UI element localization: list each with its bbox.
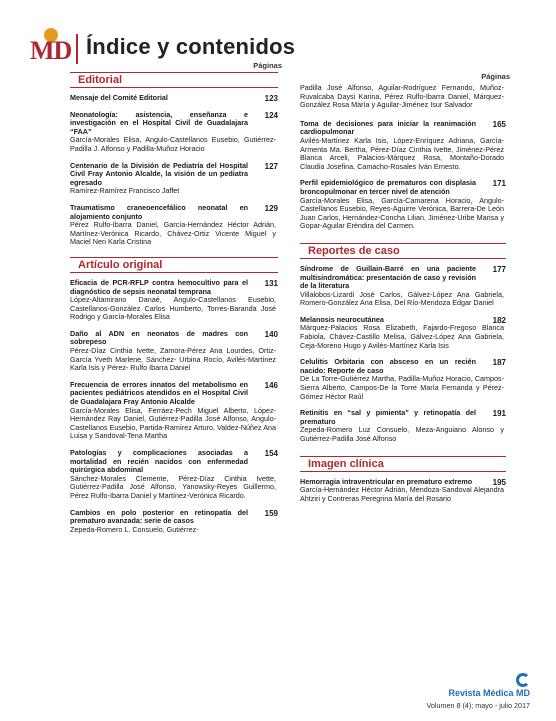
- entry-title: Daño al ADN en neonatos de madres con sobrepeso: [70, 328, 248, 347]
- entry-title: Perfil epidemiológico de prematuros con displasia broncopulmonar en tercer nivel de atención: [300, 178, 476, 196]
- journal-name: Revista Médica MD: [448, 688, 530, 698]
- entry-authors: Zepeda-Romero L. Consuelo, Gutiérrez-: [70, 524, 199, 534]
- entry-title: Neonatología: asistencia, enseñanza e investigación en el Hospital Civil de Guadalajara “FAA”: [70, 109, 248, 136]
- left-column: [70, 61, 282, 542]
- entry-page-number: 182: [492, 315, 506, 325]
- toc-entry[interactable]: [70, 279, 278, 322]
- toc-entry[interactable]: [300, 358, 506, 401]
- logo-text: MD: [30, 36, 72, 65]
- section-header: [70, 61, 282, 88]
- right-column: [300, 72, 510, 511]
- section-title: Reportes de caso: [308, 244, 400, 257]
- toc-entry[interactable]: [70, 330, 278, 373]
- entry-page-number: 195: [492, 477, 506, 487]
- entry-title: Hemorragia intraventricular en prematuro extremo: [300, 476, 473, 486]
- journal-swirl-icon: [516, 673, 530, 687]
- section-title: Editorial: [78, 74, 123, 86]
- entry-authors: Pérez-Díaz Cinthia Ivette, Zamora-Pérez Ana Lourdes, Ortiz-García Yveth Marlene, Sánchez- Urbina Rocío, Avilés-Martínez Karla Isis y Pérez- Rulfo Ibarra Daniel: [70, 346, 276, 373]
- entry-authors: García-Morales Elisa, Angulo-Castellanos Eusebio, Gutiérrez- Padilla J. Alfonso y Padilla-Muñoz Horacio: [70, 135, 276, 153]
- entry-page-number: 140: [264, 329, 278, 339]
- journal-logo: [30, 30, 74, 64]
- toc-entry[interactable]: [70, 162, 278, 196]
- entry-page-number: 177: [492, 264, 506, 274]
- entry-authors: Ramírez-Ramírez Francisco Jaffet: [70, 186, 180, 196]
- entry-title: Cambios en polo posterior en retinopatía del prematuro avanzada: serie de casos: [70, 507, 248, 526]
- entry-page-number: 171: [492, 179, 506, 189]
- entry-title: Celulitis Orbitaria con absceso en un recién nacido: Reporte de caso: [300, 357, 476, 375]
- entry-page-number: 187: [492, 358, 506, 368]
- entry-title: Patologías y complicaciones asociadas a mortalidad en recién nacidos con enfermedad quirúrgica abdominal: [70, 448, 248, 475]
- entry-title: Síndrome de Guillain-Barré en una paciente multisindromática: presentación de caso y revisión de la literatura: [300, 263, 476, 291]
- toc-entry[interactable]: [300, 409, 506, 443]
- entry-page-number: 146: [264, 380, 278, 390]
- entry-title: Frecuencia de errores innatos del metabolismo en pacientes pediátricos atendidos en el Hospital Civil de Guadalajara Fray Antonio Alcalde: [70, 379, 248, 407]
- entry-page-number: 123: [264, 94, 278, 103]
- entry-authors: Avilés-Martínez Karla Isis, López-Enríquez Adriana, García-Armenta Ma. Bertha, Pérez-Díaz Cinthia Ivette, Jiménez-Pérez Blanca Arceli, Palacios-Márquez Rosa, Montaño-Dorado Claudia Josefina, Camacho-Rosales Iván Ernesto.: [300, 135, 504, 171]
- toc-entry[interactable]: [300, 120, 506, 172]
- entry-title: Toma de decisiones para iniciar la reanimación cardiopulmonar: [300, 118, 476, 137]
- toc-entry[interactable]: [300, 478, 506, 504]
- entry-authors: Pérez Rulfo-Ibarra Daniel, García-Hernández Héctor Adrián, Martínez-Verónica Ricardo, Chávez-Ortiz Vicente Miguel y Maciel Neri Karla Cristina: [70, 220, 276, 247]
- continued-authors: Padilla José Alfonso, Aguilar-Rodríguez Fernando, Muñoz-Ruvalcaba Daysi Karina, Pérez Rulfo-Ibarra Daniel, Márquez-González Rosa María y Aguilar-Jiménez Isur Salvador: [300, 83, 504, 110]
- entry-authors: López-Altamirano Danaé, Angulo-Castellanos Eusebio, Castellanos-González Carlos Humberto, Torres-Baranda José Rodrigo y García-Morales Elisa: [70, 295, 276, 322]
- entry-authors: García-Morales Elisa, García-Camarena Horacio, Angulo-Castellanos Eusebio, Reyes-Aguirre Verónica, Barrera-De León Juan Carlos, Hernández-Concha Lilian, Jiménez-Uribe Marisa y Gopar-Aguilar Eréndira del Carmen.: [300, 195, 504, 231]
- entry-authors: De La Torre-Gutiérrez Martha, Padilla-Muñoz Horacio, Campos-Sierra Alberto, Campos-De la Torre María Fernanda y Pérez-Gómez Héctor Raúl: [300, 374, 504, 401]
- pages-column-label: Páginas: [481, 72, 510, 81]
- entry-page-number: 191: [492, 409, 506, 419]
- toc-entry[interactable]: [300, 265, 506, 308]
- entry-authors: Zepeda-Romero Luz Consuelo, Meza-Anguiano Alonso y Gutiérrez-Padilla José Alfonso: [300, 425, 504, 443]
- entry-page-number: 159: [264, 508, 278, 518]
- toc-entry[interactable]: [70, 204, 278, 247]
- issue-info: Volumen 8 (4); mayo - julio 2017: [426, 701, 530, 710]
- toc-entry[interactable]: [70, 94, 278, 103]
- page-title: Índice y contenidos: [86, 34, 296, 59]
- toc-entry[interactable]: [70, 509, 278, 535]
- entry-page-number: 131: [264, 278, 278, 288]
- header-divider: [76, 34, 78, 64]
- entry-authors: García-Morales Elisa, Ferráez-Pech Miguel Alberto, López-Hernández Ray Daniel, Gutiérrez-Padilla José Alfonso, Angulo-Castellanos Eusebio, Partida-Ramírez Arturo, Valdez-Núñez Ana Luisa y Sandoval-Tena Martha: [70, 405, 277, 441]
- section-header: [300, 243, 506, 259]
- section-header: [70, 257, 278, 273]
- entry-title: Retinitis en “sal y pimienta” y retinopatía del prematuro: [300, 408, 476, 426]
- toc-entry[interactable]: [300, 179, 506, 231]
- entry-page-number: 124: [264, 110, 278, 120]
- entry-page-number: 127: [264, 161, 278, 171]
- entry-title: Traumatismo craneoencefálico neonatal en alojamiento conjunto: [70, 202, 248, 221]
- entry-title: Mensaje del Comité Editorial: [70, 93, 168, 102]
- section-title: Artículo original: [78, 258, 163, 271]
- entry-page-number: 154: [264, 449, 278, 458]
- toc-entry[interactable]: [70, 381, 278, 441]
- entry-authors: García-Hernández Héctor Adrián, Mendoza-Sandoval Alejandra Ahtziri y Contreras Peregrina María del Rosario: [300, 485, 504, 503]
- entry-authors: Villalobos-Lizardi José Carlos, Gálvez-López Ana Gabriela, Romero-González Ana Elisa, Del Río-Mendoza Edgar Daniel: [300, 289, 504, 308]
- entry-page-number: 129: [264, 203, 278, 213]
- entry-authors: Márquez-Palacios Rosa Elizabeth, Fajardo-Fregoso Blanca Fabiola, Chávez-Castillo Melisa, Gálvez-López Ana Gabriela, Ceja-Moreno Hugo y Avilés-Martínez Karla Isis: [300, 323, 504, 350]
- toc-entry[interactable]: [70, 449, 278, 501]
- toc-entry[interactable]: [70, 111, 278, 154]
- entry-page-number: 165: [492, 119, 506, 129]
- entry-authors: Sánchez-Morales Clemente, Pérez-Díaz Cinthia Ivette, Gutiérrez-Padilla José Alfonso, Yanowsky-Reyes Guillermo, Pérez Rulfo-Ibarra Daniel y Martínez-Verónica Ricardo.: [70, 473, 276, 500]
- entry-title: Eficacia de PCR-RFLP contra hemocultivo para el diagnóstico de sepsis neonatal temprana: [70, 277, 248, 296]
- section-title: Imagen clínica: [308, 457, 384, 470]
- section-header: [300, 456, 506, 472]
- toc-entry[interactable]: [300, 316, 506, 350]
- entry-title: Centenario de la División de Pediatría del Hospital Civil Fray Antonio Alcalde, la visión de un pediatra egresado: [70, 160, 248, 187]
- entry-title: Melanosis neurocutánea: [300, 314, 384, 324]
- pages-column-label: Páginas: [253, 61, 282, 70]
